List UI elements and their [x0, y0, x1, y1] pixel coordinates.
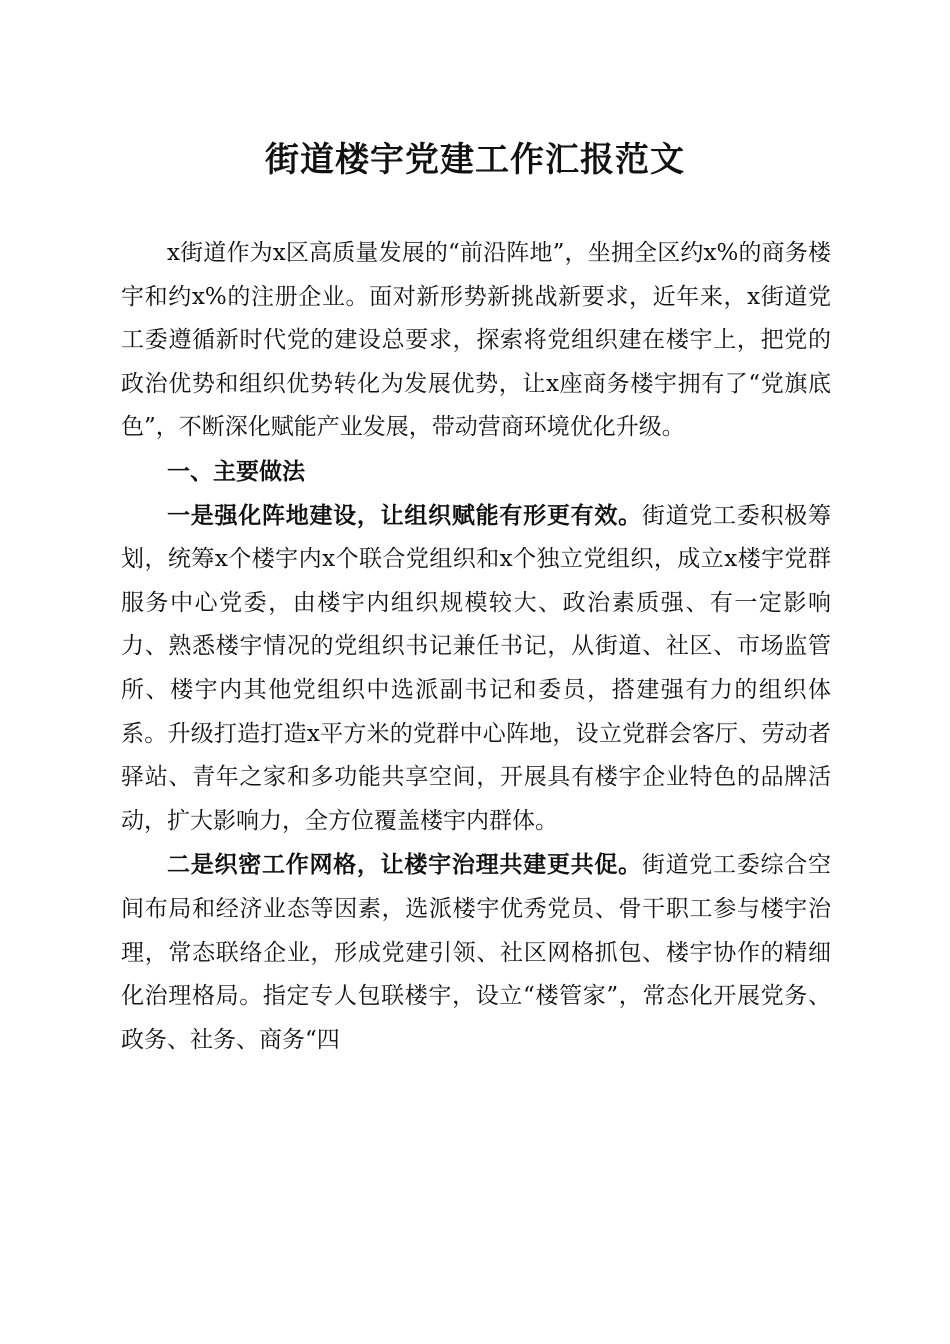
document-body: [121, 232, 831, 1062]
paragraph-text-work-grid: 街道党工委综合空间布局和经济业态等因素，选派楼宇优秀党员、骨干职工参与楼宇治理，常态联络企业，形成党建引领、社区网格抓包、楼宇协作的精细化治理格局。指定专人包联楼宇，设立“楼管家”，常态化开展党务、政务、社务、商务“四: [121, 852, 832, 1053]
paragraph-position-building: [121, 494, 831, 844]
section-heading-main-practices: 一、主要做法: [167, 457, 305, 485]
intro-paragraph: x街道作为x区高质量发展的“前沿阵地”，坐拥全区约x%的商务楼宇和约x%的注册企业。面对新形势新挑战新要求，近年来，x街道党工委遵循新时代党的建设总要求，探索将党组织建在楼宇上，把党的政治优势和组织优势转化为发展优势，让x座商务楼宇拥有了“党旗底色”，不断深化赋能产业发展，带动营商环境优化升级。: [121, 240, 831, 441]
paragraph-work-grid: [121, 843, 831, 1062]
paragraph-text-position-building: 街道党工委积极筹划，统筹x个楼宇内x个联合党组织和x个独立党组织，成立x楼宇党群服务中心党委，由楼宇内组织规模较大、政治素质强、有一定影响力、熟悉楼宇情况的党组织书记兼任书记，从街道、社区、市场监管所、楼宇内其他党组织中选派副书记和委员，搭建强有力的组织体系。升级打造打造x平方米的党群中心阵地，设立党群会客厅、劳动者驿站、青年之家和多功能共享空间，开展具有楼宇企业特色的品牌活动，扩大影响力，全方位覆盖楼宇内群体。: [121, 502, 832, 834]
paragraph-lead-position-building: 一是强化阵地建设，让组织赋能有形更有效。: [167, 501, 642, 529]
paragraph-lead-work-grid: 二是织密工作网格，让楼宇治理共建更共促。: [167, 851, 642, 879]
document-title: 街道楼宇党建工作汇报范文: [265, 140, 685, 180]
